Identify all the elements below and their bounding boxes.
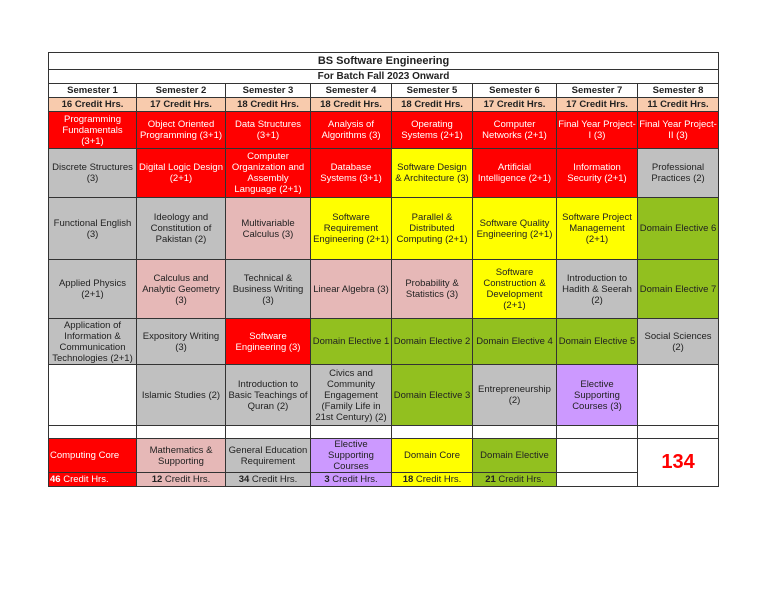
course-row [49, 112, 719, 149]
credit-number: 18 [402, 474, 414, 485]
course-cell: Operating Systems (2+1) [392, 112, 473, 149]
course-cell: Multivariable Calculus (3) [226, 198, 311, 260]
credit-row [49, 98, 719, 112]
page-subtitle: For Batch Fall 2023 Onward [49, 70, 719, 84]
course-cell: Domain Elective 1 [311, 319, 392, 365]
empty-cell [137, 426, 226, 439]
course-cell: Artificial Intelligence (2+1) [473, 149, 557, 198]
semester-credits: 17 Credit Hrs. [137, 98, 226, 112]
empty-cell [557, 473, 638, 487]
semester-header-row [49, 84, 719, 98]
course-cell: Information Security (2+1) [557, 149, 638, 198]
course-row [49, 260, 719, 319]
semester-credits: 16 Credit Hrs. [49, 98, 137, 112]
legend-general-education: General Education Requirement [226, 439, 311, 473]
page-title: BS Software Engineering [49, 53, 719, 70]
course-cell: Final Year Project-I (3) [557, 112, 638, 149]
course-cell: Data Structures (3+1) [226, 112, 311, 149]
course-cell: Domain Elective 4 [473, 319, 557, 365]
course-row [49, 319, 719, 365]
semester-header: Semester 1 [49, 84, 137, 98]
semester-header: Semester 5 [392, 84, 473, 98]
semester-credits: 18 Credit Hrs. [311, 98, 392, 112]
course-row [49, 365, 719, 426]
credit-unit: Credit Hrs. [413, 474, 462, 485]
empty-cell [557, 439, 638, 473]
course-cell: Domain Elective 5 [557, 319, 638, 365]
semester-credits: 18 Credit Hrs. [226, 98, 311, 112]
course-cell: Programming Fundamentals (3+1) [49, 112, 137, 149]
legend-elective-supporting: Elective Supporting Courses [311, 439, 392, 473]
course-cell: Functional English (3) [49, 198, 137, 260]
legend-credits-domain-core [392, 473, 473, 487]
course-cell: Domain Elective 2 [392, 319, 473, 365]
semester-header: Semester 4 [311, 84, 392, 98]
semester-header: Semester 6 [473, 84, 557, 98]
legend-row [49, 439, 719, 473]
course-cell: Probability & Statistics (3) [392, 260, 473, 319]
course-cell: Software Construction & Development (2+1) [473, 260, 557, 319]
course-cell: Entrepreneurship (2) [473, 365, 557, 426]
course-cell: Civics and Community Engagement (Family Life in 21st Century) (2) [311, 365, 392, 426]
course-cell: Software Engineering (3) [226, 319, 311, 365]
credit-number: 12 [151, 474, 163, 485]
course-row [49, 149, 719, 198]
empty-cell [638, 426, 719, 439]
course-cell: Domain Elective 3 [392, 365, 473, 426]
credit-unit: Credit Hrs. [495, 474, 544, 485]
course-cell: Applied Physics (2+1) [49, 260, 137, 319]
semester-credits: 17 Credit Hrs. [473, 98, 557, 112]
empty-cell [638, 365, 719, 426]
course-cell: Domain Elective 6 [638, 198, 719, 260]
credit-number: 3 [324, 474, 330, 485]
course-cell: Application of Information & Communication Technologies (2+1) [49, 319, 137, 365]
empty-cell [49, 426, 137, 439]
course-cell: Software Requirement Engineering (2+1) [311, 198, 392, 260]
course-cell: Introduction to Hadith & Seerah (2) [557, 260, 638, 319]
course-cell: Ideology and Constitution of Pakistan (2) [137, 198, 226, 260]
semester-header: Semester 8 [638, 84, 719, 98]
course-cell: Parallel & Distributed Computing (2+1) [392, 198, 473, 260]
course-cell: Software Project Management (2+1) [557, 198, 638, 260]
empty-cell [473, 426, 557, 439]
course-cell: Discrete Structures (3) [49, 149, 137, 198]
course-cell: Final Year Project-II (3) [638, 112, 719, 149]
course-cell: Expository Writing (3) [137, 319, 226, 365]
empty-cell [311, 426, 392, 439]
course-row [49, 198, 719, 260]
course-cell: Software Design & Architecture (3) [392, 149, 473, 198]
course-cell: Calculus and Analytic Geometry (3) [137, 260, 226, 319]
empty-cell [49, 365, 137, 426]
semester-credits: 18 Credit Hrs. [392, 98, 473, 112]
credit-unit: Credit Hrs. [329, 474, 378, 485]
empty-cell [557, 426, 638, 439]
course-cell: Analysis of Algorithms (3) [311, 112, 392, 149]
legend-domain-elective: Domain Elective [473, 439, 557, 473]
credit-number: 46 [50, 474, 61, 485]
legend-credits-computing-core [49, 473, 137, 487]
course-cell: Object Oriented Programming (3+1) [137, 112, 226, 149]
empty-cell [392, 426, 473, 439]
credit-number: 21 [485, 474, 496, 485]
semester-header: Semester 3 [226, 84, 311, 98]
spacer-row [49, 426, 719, 439]
semester-header: Semester 7 [557, 84, 638, 98]
credit-unit: Credit Hrs. [162, 474, 211, 485]
course-cell: Introduction to Basic Teachings of Quran (2) [226, 365, 311, 426]
legend-credits-elective-supporting [311, 473, 392, 487]
course-cell: Digital Logic Design (2+1) [137, 149, 226, 198]
course-cell: Database Systems (3+1) [311, 149, 392, 198]
legend-computing-core: Computing Core [49, 439, 137, 473]
course-cell: Islamic Studies (2) [137, 365, 226, 426]
course-cell: Domain Elective 7 [638, 260, 719, 319]
legend-credit-row [49, 473, 719, 487]
legend-credits-math [137, 473, 226, 487]
total-credits: 134 [638, 439, 719, 487]
legend-math-supporting: Mathematics & Supporting [137, 439, 226, 473]
course-cell: Computer Organization and Assembly Language (2+1) [226, 149, 311, 198]
course-cell: Social Sciences (2) [638, 319, 719, 365]
empty-cell [226, 426, 311, 439]
legend-credits-domain-elective [473, 473, 557, 487]
credit-unit: Credit Hrs. [249, 474, 298, 485]
course-cell: Software Quality Engineering (2+1) [473, 198, 557, 260]
credit-number: 34 [238, 474, 250, 485]
course-cell: Professional Practices (2) [638, 149, 719, 198]
course-cell: Linear Algebra (3) [311, 260, 392, 319]
course-cell: Technical & Business Writing (3) [226, 260, 311, 319]
semester-credits: 17 Credit Hrs. [557, 98, 638, 112]
legend-domain-core: Domain Core [392, 439, 473, 473]
credit-unit: Credit Hrs. [60, 474, 109, 485]
course-cell: Computer Networks (2+1) [473, 112, 557, 149]
legend-credits-gen-ed [226, 473, 311, 487]
curriculum-table [48, 52, 719, 487]
course-cell: Elective Supporting Courses (3) [557, 365, 638, 426]
semester-header: Semester 2 [137, 84, 226, 98]
semester-credits: 11 Credit Hrs. [638, 98, 719, 112]
